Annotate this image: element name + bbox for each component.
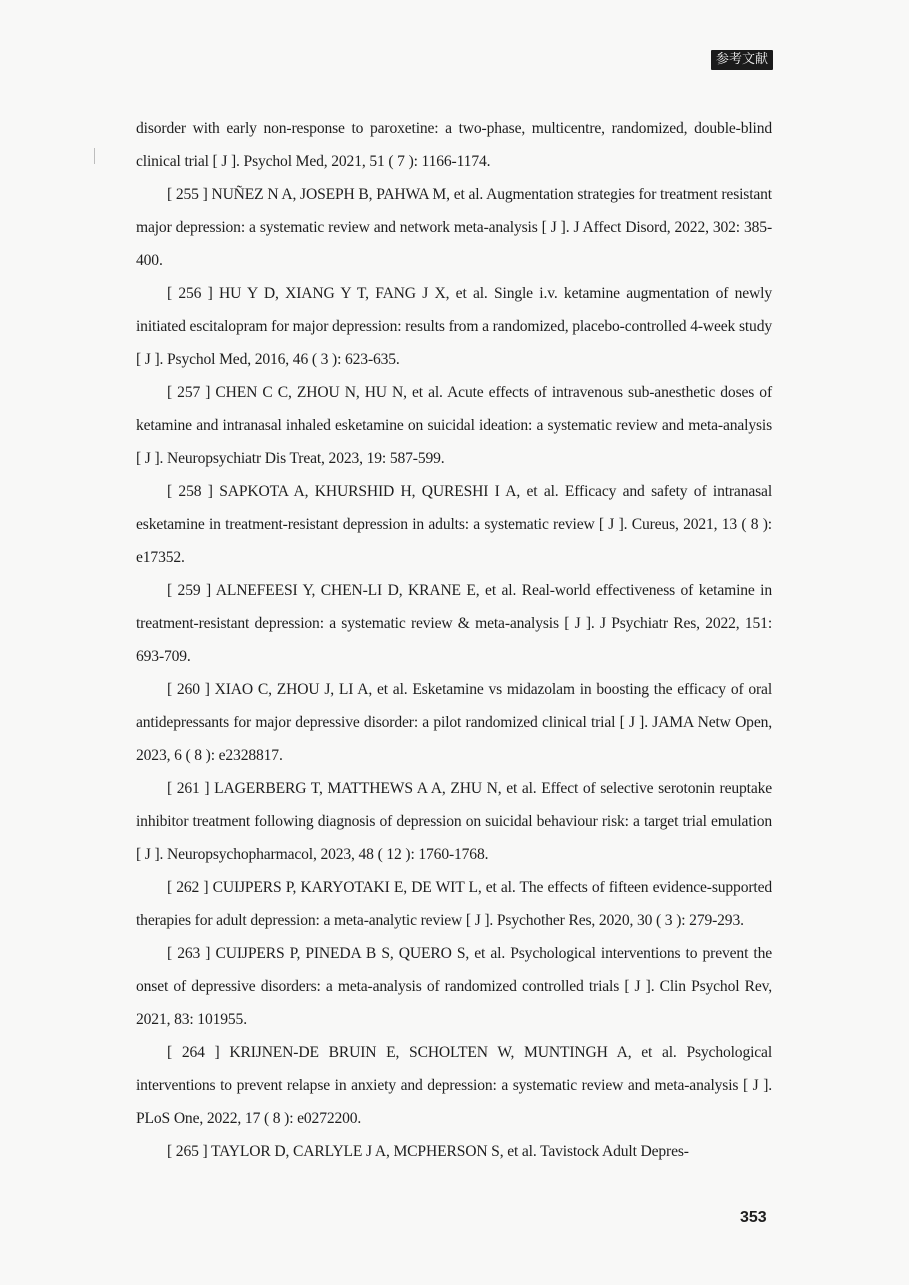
- reference-number: [ 262 ]: [167, 879, 209, 896]
- reference-number: [ 261 ]: [167, 780, 210, 797]
- reference-item: [136, 1135, 772, 1168]
- reference-number: [ 256 ]: [167, 285, 213, 302]
- reference-item: [136, 574, 772, 673]
- reference-text: CUIJPERS P, PINEDA B S, QUERO S, et al. Psychological interventions to prevent the onset of depressive disorders: a meta-analysis of randomized controlled trials [ J ]. Clin Psychol Rev, 2021, 83: 101955.: [136, 945, 773, 1028]
- reference-item: [136, 772, 772, 871]
- reference-number: [ 258 ]: [167, 483, 213, 500]
- reference-text: TAYLOR D, CARLYLE J A, MCPHERSON S, et al. Tavistock Adult Depres-: [211, 1143, 689, 1160]
- reference-item: [136, 1036, 772, 1135]
- reference-number: [ 260 ]: [167, 681, 210, 698]
- reference-text: CHEN C C, ZHOU N, HU N, et al. Acute effects of intravenous sub-anesthetic doses of ketamine and intranasal inhaled esketamine on suicidal ideation: a systematic review and meta-analysis [ J ]. Neuropsychiatr Dis Treat, 2023, 19: 587-599.: [136, 384, 772, 467]
- reference-text: XIAO C, ZHOU J, LI A, et al. Esketamine vs midazolam in boosting the efficacy of oral antidepressants for major depressive disorder: a pilot randomized clinical trial [ J ]. JAMA Netw Open, 2023, 6 ( 8 ): e2328817.: [136, 681, 773, 764]
- reference-text: disorder with early non-response to paroxetine: a two-phase, multicentre, randomized, double-blind clinical trial [ J ]. Psychol Med, 2021, 51 ( 7 ): 1166-1174.: [136, 120, 772, 170]
- reference-list: [136, 112, 772, 1168]
- page-number: 353: [740, 1209, 767, 1226]
- reference-item: [136, 376, 772, 475]
- reference-item: [136, 871, 772, 937]
- section-badge: 参考文献: [711, 50, 773, 70]
- reference-text: HU Y D, XIANG Y T, FANG J X, et al. Single i.v. ketamine augmentation of newly initiated escitalopram for major depression: results from a randomized, placebo-controlled 4-week study [ J ]. Psychol Med, 2016, 46 ( 3 ): 623-635.: [136, 285, 772, 368]
- reference-number: [ 259 ]: [167, 582, 212, 599]
- reference-text: LAGERBERG T, MATTHEWS A A, ZHU N, et al. Effect of selective serotonin reuptake inhibitor treatment following diagnosis of depression on suicidal behaviour risk: a target trial emulation [ J ]. Neuropsychopharmacol, 2023, 48 ( 12 ): 1760-1768.: [136, 780, 773, 863]
- reference-item: [136, 673, 772, 772]
- reference-text: KRIJNEN-DE BRUIN E, SCHOLTEN W, MUNTINGH A, et al. Psychological interventions to prevent relapse in anxiety and depression: a systematic review and meta-analysis [ J ]. PLoS One, 2022, 17 ( 8 ): e0272200.: [136, 1044, 772, 1127]
- reference-item: [136, 277, 772, 376]
- reference-number: [ 257 ]: [167, 384, 211, 401]
- reference-text: SAPKOTA A, KHURSHID H, QURESHI I A, et al. Efficacy and safety of intranasal esketamine in treatment-resistant depression in adults: a systematic review [ J ]. Cureus, 2021, 13 ( 8 ): e17352.: [136, 483, 772, 566]
- reference-number: [ 255 ]: [167, 186, 208, 203]
- reference-item: [136, 937, 772, 1036]
- reference-item: [136, 475, 772, 574]
- reference-text: NUÑEZ N A, JOSEPH B, PAHWA M, et al. Augmentation strategies for treatment resistant major depression: a systematic review and network meta-analysis [ J ]. J Affect Disord, 2022, 302: 385-400.: [136, 186, 772, 269]
- reference-number: [ 265 ]: [167, 1143, 208, 1160]
- reference-number: [ 263 ]: [167, 945, 211, 962]
- reference-continuation: [136, 112, 772, 178]
- reference-item: [136, 178, 772, 277]
- reference-text: CUIJPERS P, KARYOTAKI E, DE WIT L, et al. The effects of fifteen evidence-supported therapies for adult depression: a meta-analytic review [ J ]. Psychother Res, 2020, 30 ( 3 ): 279-293.: [136, 879, 772, 929]
- scan-artifact-mark: [94, 148, 95, 164]
- reference-number: [ 264 ]: [167, 1044, 220, 1061]
- reference-text: ALNEFEESI Y, CHEN-LI D, KRANE E, et al. Real-world effectiveness of ketamine in treatment-resistant depression: a systematic review & meta-analysis [ J ]. J Psychiatr Res, 2022, 151: 693-709.: [136, 582, 773, 665]
